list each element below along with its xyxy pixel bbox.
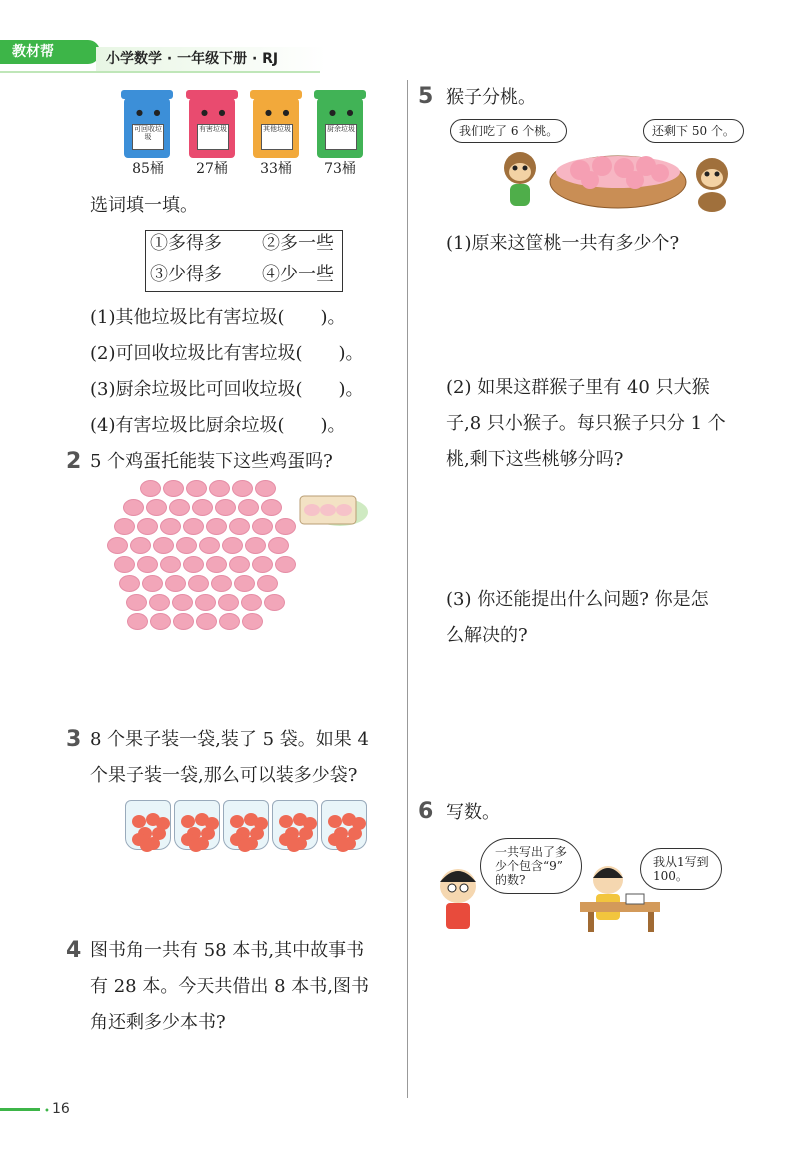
egg-icon [199, 537, 220, 554]
q1-prompt: 选词填一填。 [90, 195, 198, 216]
q5-sub2-line: 桃,剩下这些桃够分吗? [446, 449, 624, 470]
page-number: 16 [52, 1101, 70, 1117]
egg-icon [245, 537, 266, 554]
bin-label: 其他垃圾 [261, 124, 293, 150]
fruit-icon [238, 839, 252, 852]
column-divider [407, 80, 408, 1098]
fruit-icon [140, 839, 154, 852]
q5-title: 猴子分桃。 [446, 87, 536, 108]
egg-icon [186, 480, 207, 497]
q3-line: 8 个果子装一袋,装了 5 袋。如果 4 [90, 729, 369, 750]
header-title: 小学数学 · 一年级下册 · RJ [96, 47, 326, 71]
bin-count: 33桶 [260, 161, 292, 177]
fruit-icon [352, 817, 366, 830]
fruit-icon [336, 839, 350, 852]
q1-item: (2)可回收垃圾比有害垃圾( )。 [90, 343, 364, 364]
question-number: 3 [66, 727, 82, 752]
monkey-icon [696, 158, 728, 212]
egg-icon [206, 518, 227, 535]
fruit-bag-icon [223, 800, 269, 850]
egg-icon [163, 480, 184, 497]
egg-icon [165, 575, 186, 592]
footer-dots: • [44, 1106, 50, 1117]
choice-item: ④少一些 [262, 264, 334, 285]
egg-icon [183, 556, 204, 573]
egg-icon [268, 537, 289, 554]
q5-sub1: (1)原来这筐桃一共有多少个? [446, 233, 680, 254]
q2-text: 5 个鸡蛋托能装下这些鸡蛋吗? [90, 451, 333, 472]
question-number: 2 [66, 449, 82, 474]
egg-icon [142, 575, 163, 592]
bin-count: 27桶 [196, 161, 228, 177]
q5-sub2-line: 子,8 只小猴子。每只猴子只分 1 个 [446, 413, 726, 434]
q1-item: (1)其他垃圾比有害垃圾( )。 [90, 307, 346, 328]
egg-icon [127, 613, 148, 630]
egg-icon [232, 480, 253, 497]
egg-icon [196, 613, 217, 630]
egg-icon [126, 594, 147, 611]
fruit-icon [156, 817, 170, 830]
egg-icon [176, 537, 197, 554]
egg-icon [137, 518, 158, 535]
egg-icon [257, 575, 278, 592]
egg-icon [114, 556, 135, 573]
q5-sub3-line: 么解决的? [446, 625, 528, 646]
monkeys-peach-basket-illustration [490, 140, 760, 215]
egg-icon [192, 499, 213, 516]
q1-item: (3)厨余垃圾比可回收垃圾( )。 [90, 379, 364, 400]
fruit-icon [189, 839, 203, 852]
q3-line: 个果子装一袋,那么可以装多少袋? [90, 765, 358, 786]
egg-icon [137, 556, 158, 573]
egg-icon [114, 518, 135, 535]
monkey-icon [504, 152, 536, 206]
header-underline [0, 71, 320, 73]
egg-icon [140, 480, 161, 497]
egg-icon [130, 537, 151, 554]
egg-icon [183, 518, 204, 535]
egg-icon [218, 594, 239, 611]
recyclable-bin-icon: ● ● 可回收垃圾 [124, 98, 170, 158]
question-number: 5 [418, 84, 434, 109]
egg-icon [119, 575, 140, 592]
egg-icon [261, 499, 282, 516]
boy-icon [440, 869, 476, 929]
egg-icon [160, 556, 181, 573]
egg-carton-icon [298, 490, 368, 528]
egg-icon [222, 537, 243, 554]
egg-icon [275, 556, 296, 573]
egg-icon [146, 499, 167, 516]
q4-line: 角还剩多少本书? [90, 1012, 226, 1033]
egg-icon [242, 613, 263, 630]
fruit-bag-icon [272, 800, 318, 850]
bin-count: 73桶 [324, 161, 356, 177]
choice-item: ②多一些 [262, 233, 334, 254]
other-bin-icon: ● ● 其他垃圾 [253, 98, 299, 158]
egg-icon [153, 537, 174, 554]
egg-icon [275, 518, 296, 535]
egg-icon [188, 575, 209, 592]
egg-icon [150, 613, 171, 630]
egg-icon [172, 594, 193, 611]
egg-icon [215, 499, 236, 516]
egg-icon [234, 575, 255, 592]
egg-icon [252, 518, 273, 535]
footer-bar [0, 1108, 40, 1111]
bin-count: 85桶 [132, 161, 164, 177]
bin-label: 可回收垃圾 [132, 124, 164, 150]
egg-icon [252, 556, 273, 573]
eggs-illustration [110, 480, 300, 640]
egg-icon [209, 480, 230, 497]
choice-item: ①多得多 [150, 233, 222, 254]
kitchen-bin-icon: ● ● 厨余垃圾 [317, 98, 363, 158]
q4-line: 图书角一共有 58 本书,其中故事书 [90, 940, 365, 961]
egg-icon [160, 518, 181, 535]
egg-icon [195, 594, 216, 611]
speech-bubble: 还剩下 50 个。 [643, 119, 744, 143]
q5-sub3-line: (3) 你还能提出什么问题? 你是怎 [446, 589, 709, 610]
fruit-bag-icon [321, 800, 367, 850]
q1-item: (4)有害垃圾比厨余垃圾( )。 [90, 415, 346, 436]
egg-icon [255, 480, 276, 497]
q6-title: 写数。 [446, 802, 500, 823]
egg-icon [107, 537, 128, 554]
speech-bubble: 我们吃了 6 个桃。 [450, 119, 567, 143]
egg-icon [241, 594, 262, 611]
egg-icon [169, 499, 190, 516]
question-number: 4 [66, 938, 82, 963]
children-writing-illustration [430, 860, 670, 935]
choice-item: ③少得多 [150, 264, 222, 285]
egg-icon [238, 499, 259, 516]
fruit-icon [287, 839, 301, 852]
hazardous-bin-icon: ● ● 有害垃圾 [189, 98, 235, 158]
bin-label: 厨余垃圾 [325, 124, 357, 150]
fruit-icon [254, 817, 268, 830]
egg-icon [173, 613, 194, 630]
egg-icon [219, 613, 240, 630]
q4-line: 有 28 本。今天共借出 8 本书,图书 [90, 976, 369, 997]
egg-icon [229, 518, 250, 535]
fruit-icon [205, 817, 219, 830]
fruit-icon [303, 817, 317, 830]
egg-icon [264, 594, 285, 611]
bin-label: 有害垃圾 [197, 124, 229, 150]
egg-icon [229, 556, 250, 573]
egg-icon [211, 575, 232, 592]
header-tag: 教材帮 [0, 40, 100, 64]
speech-bubble: 一共写出了多 少个包含“9” 的数? [480, 838, 582, 894]
egg-icon [123, 499, 144, 516]
fruit-bag-icon [125, 800, 171, 850]
egg-icon [149, 594, 170, 611]
fruit-bag-icon [174, 800, 220, 850]
question-number: 6 [418, 799, 434, 824]
q5-sub2-line: (2) 如果这群猴子里有 40 只大猴 [446, 377, 710, 398]
egg-icon [206, 556, 227, 573]
speech-bubble: 我从1写到 100。 [640, 848, 722, 890]
